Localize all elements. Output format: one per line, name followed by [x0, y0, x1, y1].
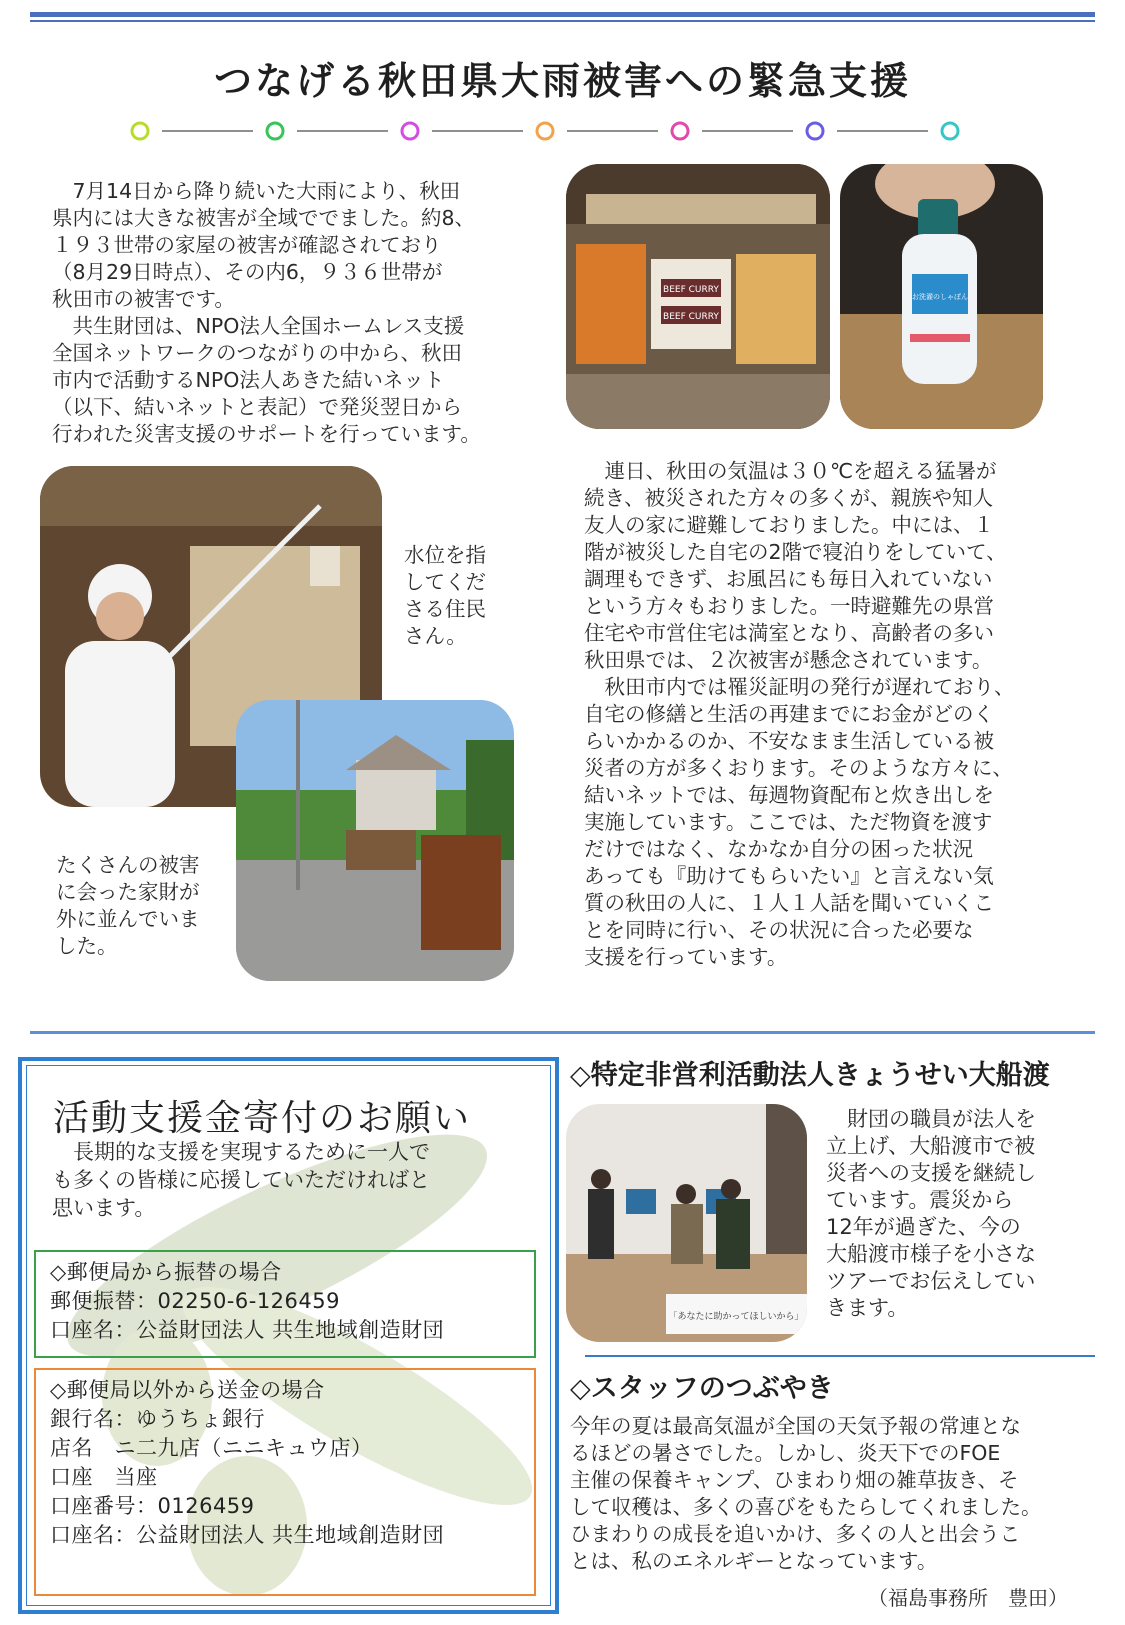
- deco-circle: [672, 123, 688, 139]
- top-rule-thin: [30, 20, 1095, 22]
- report-paragraph: 連日、秋田の気温は３０℃を超える猛暑が 続き、被災された方々の多くが、親族や知人 友人の家に避難しておりました。中には、１ 階が被災した自宅の2階で寝泊りをしていて、 調理もできず、お風呂にも毎日入れていない という方々もおりました。一時避難先の県営 住宅や市営住宅は満室となり、高齢者の多い 秋田県では、２次被害が懸念されています。 秋田市内では罹災証明の発行が遅れており、 自宅の修繕と生活の再建までにお金がどのく らいかかるのか、不安なまま生活している被 災者の方が多くおります。そのような方々に、 結いネットでは、毎週物資配布と炊き出しを 実施しています。ここでは、ただ物資を渡す だけではなく、なかなか自分の困った状況 あっても『助けてもらいたい』と言えない気 質の秋田の人に、１人１人話を聞いていくこ とを同時に行い、その状況に合った必要な 支援を行っています。: [584, 459, 1015, 969]
- deco-circle: [132, 123, 148, 139]
- bank-account-number: 口座番号：0126459: [50, 1494, 255, 1518]
- photo-label-curry-1: BEEF CURRY: [663, 285, 719, 295]
- postal-account-name: 口座名：公益財団法人 共生地域創造財団: [50, 1318, 445, 1342]
- ofunato-tour-photo: [566, 1104, 807, 1342]
- top-rule-thick: [30, 12, 1095, 17]
- decorative-circle-chain: [128, 116, 998, 146]
- supplies-photo: [566, 164, 830, 429]
- street-photo: [236, 700, 514, 981]
- photo-label-bottle: お洗濯のしゃぼん: [912, 293, 968, 301]
- bank-heading: ◇郵便局以外から送金の場合: [50, 1378, 325, 1402]
- photo-label-curry-2: BEEF CURRY: [663, 312, 719, 322]
- furniture-caption: たくさんの被害 に会った家財が 外に並んでいま した。: [56, 853, 200, 958]
- intro-paragraph: 7月14日から降り続いた大雨により、秋田 県内には大きな被害が全域ででました。約8、 １９３世帯の家屋の被害が確認されており （8月29日時点）、その内6，９３６世帯が 秋田市の被害です。 共生財団は、NPO法人全国ホームレス支援 全国ネットワークのつながりの中から、秋田 市内で活動するNPO法人あきた結いネット （以下、結いネットと表記）で発災翌日から 行われた災害支援のサポートを行っています。: [52, 179, 481, 446]
- staff-paragraph: 今年の夏は最高気温が全国の天気予報の常連とな るほどの暑さでした。しかし、炎天下でのFOE 主催の保養キャンプ、ひまわり畑の雑草抜き、そ して収穫は、多くの喜びをもたらしてくれました。 ひまわりの成長を追いかけ、多くの人と出会うこ とは、私のエネルギーとなっています。: [570, 1414, 1042, 1573]
- bank-account-type: 口座 当座: [50, 1465, 158, 1489]
- bank-transfer-details: [50, 1376, 530, 1550]
- staff-heading: ◇スタッフのつぶやき: [570, 1373, 834, 1404]
- donation-message: 長期的な支援を実現するために一人で も多くの皆様に応援していただければと 思います。: [52, 1140, 430, 1220]
- section-divider: [30, 1031, 1095, 1034]
- deco-circle: [807, 123, 823, 139]
- deco-circle: [402, 123, 418, 139]
- resident-caption: 水位を指 してくだ さる住民 さん。: [404, 543, 486, 648]
- page-title: つなげる秋田県大雨被害への緊急支援: [213, 59, 911, 103]
- deco-circle: [537, 123, 553, 139]
- postal-heading: ◇郵便局から振替の場合: [50, 1260, 282, 1284]
- detergent-photo: [840, 164, 1043, 429]
- kyousei-heading: ◇特定非営利活動法人きょうせい大船渡: [570, 1060, 1050, 1091]
- bank-branch: 店名 ニ二九店（ニニキュウ店）: [50, 1436, 373, 1460]
- postal-transfer-details: [50, 1258, 530, 1345]
- bank-name: 銀行名：ゆうちょ銀行: [50, 1407, 265, 1431]
- deco-circle: [942, 123, 958, 139]
- photo-banner-text: 「あなたに助かってほしいから」: [668, 1312, 804, 1322]
- donation-title: 活動支援金寄付のお願い: [53, 1098, 472, 1139]
- staff-signature: （福島事務所 豊田）: [868, 1586, 1068, 1610]
- staff-section-divider: [585, 1355, 1095, 1357]
- kyousei-paragraph: 財団の職員が法人を 立上げ、大船渡市で被 災者への支援を継続し ています。震災から 12年が過ぎた、今の 大船渡市様子を小さな ツアーでお伝えしてい きます。: [826, 1107, 1036, 1320]
- deco-circle: [267, 123, 283, 139]
- postal-account-number: 郵便振替：02250-6-126459: [50, 1289, 340, 1313]
- bank-account-name: 口座名：公益財団法人 共生地域創造財団: [50, 1523, 445, 1547]
